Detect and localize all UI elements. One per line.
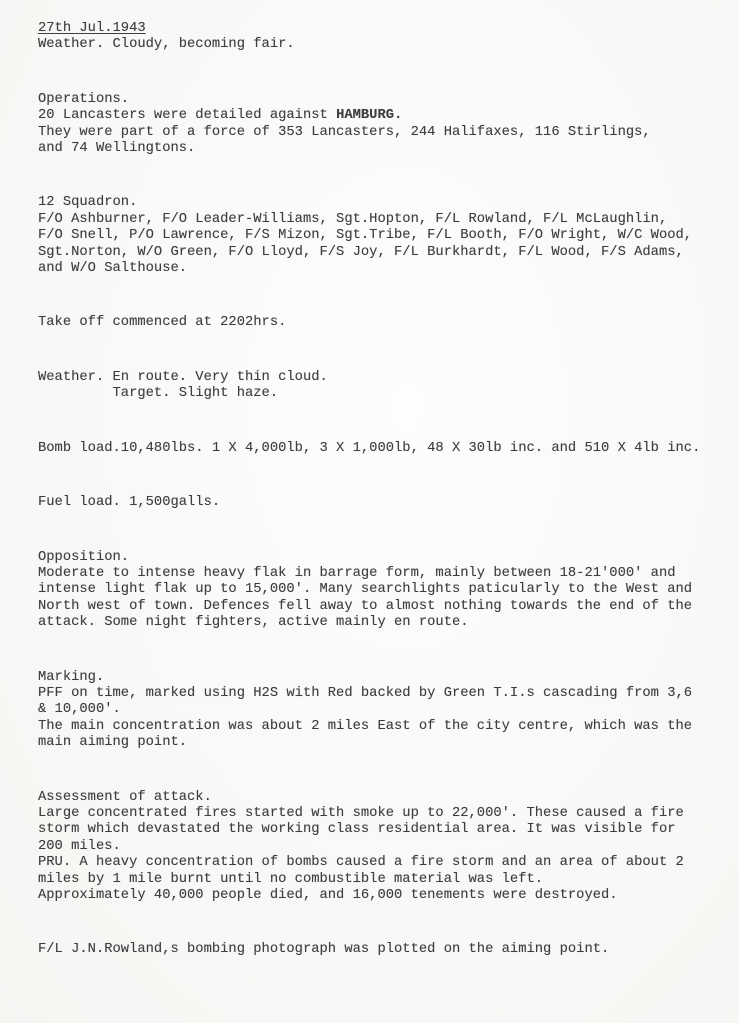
- section-squadron-crews: [38, 195, 719, 277]
- text-segment: PRU. A heavy concentration of bombs caused a fire storm and an area of about 2: [38, 855, 684, 871]
- text-segment: storm which devastated the working class residential area. It was visible for: [38, 822, 676, 838]
- text-segment: Moderate to intense heavy flak in barrage form, mainly between 18-21'000' and: [38, 565, 676, 581]
- section-bombing-photograph: [38, 942, 719, 958]
- document-line: [38, 806, 719, 822]
- document-line: [38, 822, 719, 838]
- text-segment: Large concentrated fires started with smoke up to 22,000'. These caused a fire: [38, 805, 684, 821]
- document-line: [38, 21, 719, 37]
- text-segment: attack. Some night fighters, active mainly en route.: [38, 615, 469, 631]
- text-segment: F/O Ashburner, F/O Leader-Williams, Sgt.Hopton, F/L Rowland, F/L McLaughlin,: [38, 211, 668, 227]
- text-segment: PFF on time, marked using H2S with Red backed by Green T.I.s cascading from 3,6: [38, 685, 693, 701]
- text-segment: 12 Squadron.: [38, 195, 138, 211]
- text-segment: 20 Lancasters were detailed against: [38, 108, 337, 124]
- underlined-text: 27th Jul.1943: [38, 21, 146, 36]
- text-segment: The main concentration was about 2 miles East of the city centre, which was the: [38, 718, 693, 734]
- document-line: [38, 615, 719, 631]
- text-segment: Operations.: [38, 91, 130, 107]
- document-line: [38, 942, 719, 958]
- text-segment: North west of town. Defences fell away to almost nothing towards the end of the: [38, 598, 693, 614]
- document-line: [38, 790, 719, 806]
- document-line: [38, 125, 719, 141]
- text-segment: Weather. En route. Very thin cloud.: [38, 369, 328, 385]
- text-segment: Weather. Cloudy, becoming fair.: [38, 37, 295, 53]
- text-segment: and W/O Salthouse.: [38, 261, 188, 277]
- document-line: [38, 566, 719, 582]
- text-segment: Approximately 40,000 people died, and 16,000 tenements were destroyed.: [38, 888, 618, 903]
- text-segment: Marking.: [38, 669, 105, 685]
- text-segment: Sgt.Norton, W/O Green, F/O Lloyd, F/S Joy, F/L Burkhardt, F/L Wood, F/S Adams,: [38, 244, 684, 260]
- document-line: [38, 386, 719, 402]
- document-line: [38, 315, 719, 331]
- document-line: [38, 582, 719, 598]
- document-line: [38, 686, 719, 702]
- document-line: [38, 495, 719, 511]
- section-take-off: [38, 315, 719, 331]
- text-segment: and 74 Wellingtons.: [38, 141, 196, 157]
- document-line: [38, 855, 719, 871]
- section-operations: [38, 92, 719, 158]
- document-line: [38, 228, 719, 244]
- document-line: [38, 370, 719, 386]
- text-segment: miles by 1 mile burnt until no combustible material was left.: [38, 871, 544, 887]
- document-line: [38, 702, 719, 718]
- document-line: [38, 195, 719, 211]
- document-line: [38, 839, 719, 855]
- document-line: [38, 261, 719, 277]
- document-line: [38, 735, 719, 751]
- text-segment: F/L J.N.Rowland,s bombing photograph was plotted on the aiming point.: [38, 942, 610, 958]
- emphasized-text: HAMBURG.: [336, 108, 403, 124]
- document-line: [38, 888, 719, 904]
- text-segment: 200 miles.: [38, 838, 121, 854]
- document-line: [38, 108, 719, 124]
- text-segment: They were part of a force of 353 Lancasters, 244 Halifaxes, 116 Stirlings,: [38, 124, 651, 140]
- text-segment: F/O Snell, P/O Lawrence, F/S Mizon, Sgt.Tribe, F/L Booth, F/O Wright, W/C Wood,: [38, 228, 693, 244]
- document-line: [38, 441, 719, 457]
- text-segment: Fuel load. 1,500galls.: [38, 495, 221, 511]
- section-bomb-load: [38, 441, 719, 457]
- text-segment: Target. Slight haze.: [38, 386, 279, 402]
- section-assessment-of-attack: [38, 790, 719, 905]
- section-date-header: [38, 21, 719, 54]
- section-fuel-load: [38, 495, 719, 511]
- document-line: [38, 245, 719, 261]
- text-segment: Take off commenced at 2202hrs.: [38, 315, 287, 331]
- document-line: [38, 141, 719, 157]
- document-line: [38, 92, 719, 108]
- text-segment: Bomb load.10,480lbs. 1 X 4,000lb, 3 X 1,000lb, 48 X 30lb inc. and 510 X 4lb inc.: [38, 440, 701, 456]
- text-segment: & 10,000'.: [38, 702, 121, 718]
- document-line: [38, 550, 719, 566]
- text-segment: main aiming point.: [38, 735, 188, 751]
- document-line: [38, 37, 719, 53]
- document-line: [38, 599, 719, 615]
- document-line: [38, 670, 719, 686]
- section-weather-en-route: [38, 370, 719, 403]
- document-line: [38, 719, 719, 735]
- document-line: [38, 872, 719, 888]
- document-line: [38, 212, 719, 228]
- text-segment: Assessment of attack.: [38, 789, 212, 805]
- section-opposition: [38, 550, 719, 632]
- section-marking: [38, 670, 719, 752]
- text-segment: intense light flak up to 15,000'. Many searchlights paticularly to the West and: [38, 582, 693, 598]
- text-segment: Opposition.: [38, 549, 130, 565]
